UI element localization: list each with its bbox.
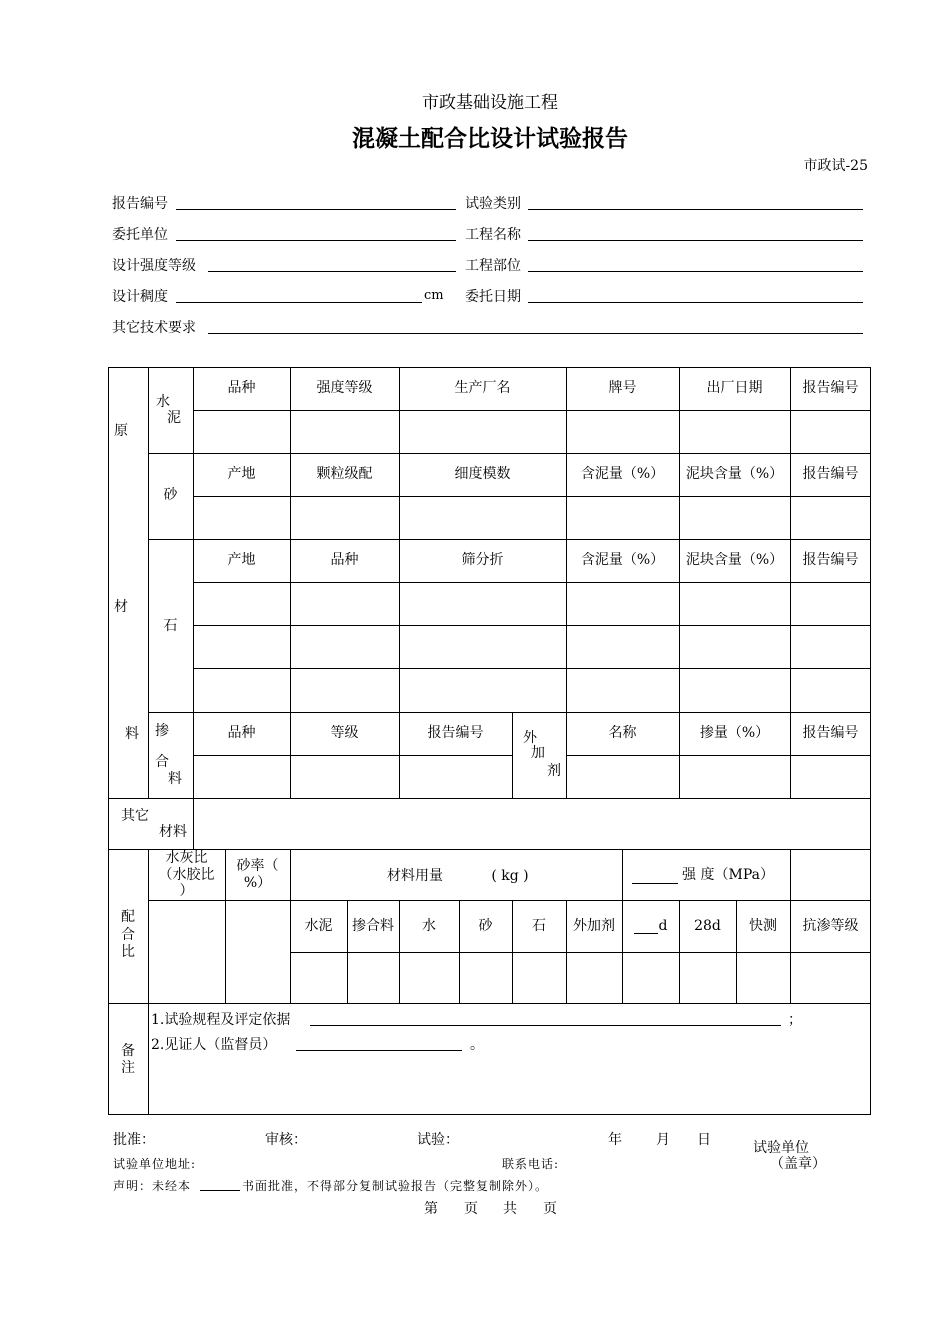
seal-label: （盖章） [770,1156,826,1172]
test-unit-label: 试验单位 [753,1140,809,1156]
wc-ratio-line2: （水胶比 [158,867,215,884]
additive-label-2: 加 [531,744,545,761]
slump-unit: cm [424,288,444,303]
form-code: 市政试-25 [803,158,868,174]
project-part-field[interactable] [528,271,863,272]
section-char-liao: 料 [125,725,139,742]
report-no-field[interactable] [176,209,456,210]
material-usage-unit: ( kg ) [491,867,529,884]
strength-age-blank[interactable] [632,883,678,884]
remarks-line1: 1.试验规程及评定依据 [151,1012,291,1028]
usage-col-cement: 水泥 [304,917,333,934]
cement-header-date: 出厂日期 [706,380,763,397]
section-char-yuan: 原 [114,422,128,439]
sand-ratio-line1: 砂率（ [236,857,279,874]
statement-blank[interactable] [200,1190,240,1191]
strength-col-impermeability: 抗渗等级 [802,917,859,934]
year-label: 年 [608,1132,622,1148]
report-table [108,367,871,1115]
sand-header-clay: 泥块含量（%） [685,466,784,483]
page-title: 混凝土配合比设计试验报告 [352,126,628,152]
client-label: 委托单位 [112,227,168,243]
project-name-field[interactable] [528,240,863,241]
project-part-label: 工程部位 [465,258,521,274]
admixture-label-2: 合 [155,753,169,770]
admixture-header-report: 报告编号 [427,725,484,742]
approve-label: 批准： [113,1132,155,1148]
month-label: 月 [656,1132,670,1148]
sand-header-mud: 含泥量（%） [580,466,665,483]
design-strength-field[interactable] [208,271,456,272]
cement-header-grade: 强度等级 [316,380,373,397]
sand-header-origin: 产地 [227,466,256,483]
additive-label-3: 剂 [547,762,561,779]
sand-header-grading: 颗粒级配 [316,466,373,483]
day-label: 日 [697,1132,711,1148]
sand-ratio-line2: %） [243,874,272,891]
test-label: 试验： [417,1132,459,1148]
remarks-witness-field[interactable] [296,1050,462,1051]
strength-col-rapid: 快测 [749,917,777,934]
remarks-char-2: 注 [121,1059,135,1076]
other-req-label: 其它技术要求 [112,320,196,336]
stone-header-origin: 产地 [227,552,256,569]
mix-char-3: 比 [121,943,135,960]
section-char-cai: 材 [114,598,128,615]
admixture-label-3: 料 [168,770,182,787]
usage-col-admixture: 掺合料 [352,917,394,934]
mix-char-2: 合 [121,926,135,943]
stone-header-report: 报告编号 [802,552,859,569]
test-type-field[interactable] [528,209,863,210]
page-label-di: 第 [424,1201,438,1217]
subtitle: 市政基础设施工程 [422,93,558,113]
sand-label: 砂 [163,486,178,503]
strength-label: 强 度（MPa） [682,866,774,883]
phone-label: 联系电话: [502,1157,560,1171]
material-usage-label: 材料用量 [387,867,443,884]
design-slump-label: 设计稠度 [112,289,168,305]
other-req-field[interactable] [208,333,863,334]
cement-header-brand: 牌号 [608,380,637,397]
additive-header-name: 名称 [608,725,637,742]
admixture-header-grade: 等级 [330,725,359,742]
design-slump-field[interactable] [176,302,422,303]
remarks-line2: 2.见证人（监督员） [151,1037,277,1053]
remarks-basis-field[interactable] [310,1025,781,1026]
strength-col-28d: 28d [694,917,721,934]
remarks-char-1: 备 [121,1042,135,1059]
cement-label-1: 水 [156,393,170,410]
stone-header-variety: 品种 [330,552,359,569]
project-name-label: 工程名称 [465,227,521,243]
design-strength-label: 设计强度等级 [112,258,196,274]
admixture-header-variety: 品种 [227,725,256,742]
statement-start: 声明：未经本 [113,1179,192,1193]
mix-char-1: 配 [121,908,135,925]
test-type-label: 试验类别 [465,196,521,212]
additive-header-dosage: 掺量（%） [699,725,770,742]
page-label-ye2: 页 [543,1201,557,1217]
wc-ratio-line3: ） [179,883,194,900]
stone-header-clay: 泥块含量（%） [685,552,784,569]
other-material-label-1: 其它 [121,807,149,824]
stone-header-sieve: 筛分折 [461,552,504,569]
usage-col-additive: 外加剂 [573,917,615,934]
cement-header-report: 报告编号 [802,380,859,397]
sand-header-report: 报告编号 [802,466,859,483]
remarks-line2-end: 。 [470,1037,484,1053]
usage-col-water: 水 [422,917,436,934]
strength-day-blank[interactable] [634,933,658,934]
page-label-gong: 共 [503,1201,517,1217]
strength-day-suffix: d [658,917,668,934]
cement-header-manufacturer: 生产厂名 [454,380,511,397]
other-material-label-2: 材料 [159,823,187,840]
statement-end: 书面批准，不得部分复制试验报告（完整复制除外）。 [242,1179,549,1193]
usage-col-sand: 砂 [478,917,493,934]
remarks-line1-end: ； [788,1012,802,1028]
stone-header-mud: 含泥量（%） [580,552,665,569]
commission-date-label: 委托日期 [465,289,521,305]
page-label-ye: 页 [464,1201,478,1217]
stone-label: 石 [163,617,178,634]
review-label: 审核： [265,1132,307,1148]
report-no-label: 报告编号 [112,196,168,212]
usage-col-stone: 石 [532,917,546,934]
address-label: 试验单位地址: [113,1157,197,1171]
additive-header-report: 报告编号 [802,725,859,742]
sand-header-fineness: 细度模数 [454,466,511,483]
commission-date-field[interactable] [528,302,863,303]
wc-ratio-line1: 水灰比 [165,850,208,867]
cement-header-variety: 品种 [227,380,256,397]
admixture-label-1: 掺 [155,722,169,739]
cement-label-2: 泥 [167,409,181,426]
additive-label-1: 外 [523,729,537,746]
client-field[interactable] [176,240,456,241]
